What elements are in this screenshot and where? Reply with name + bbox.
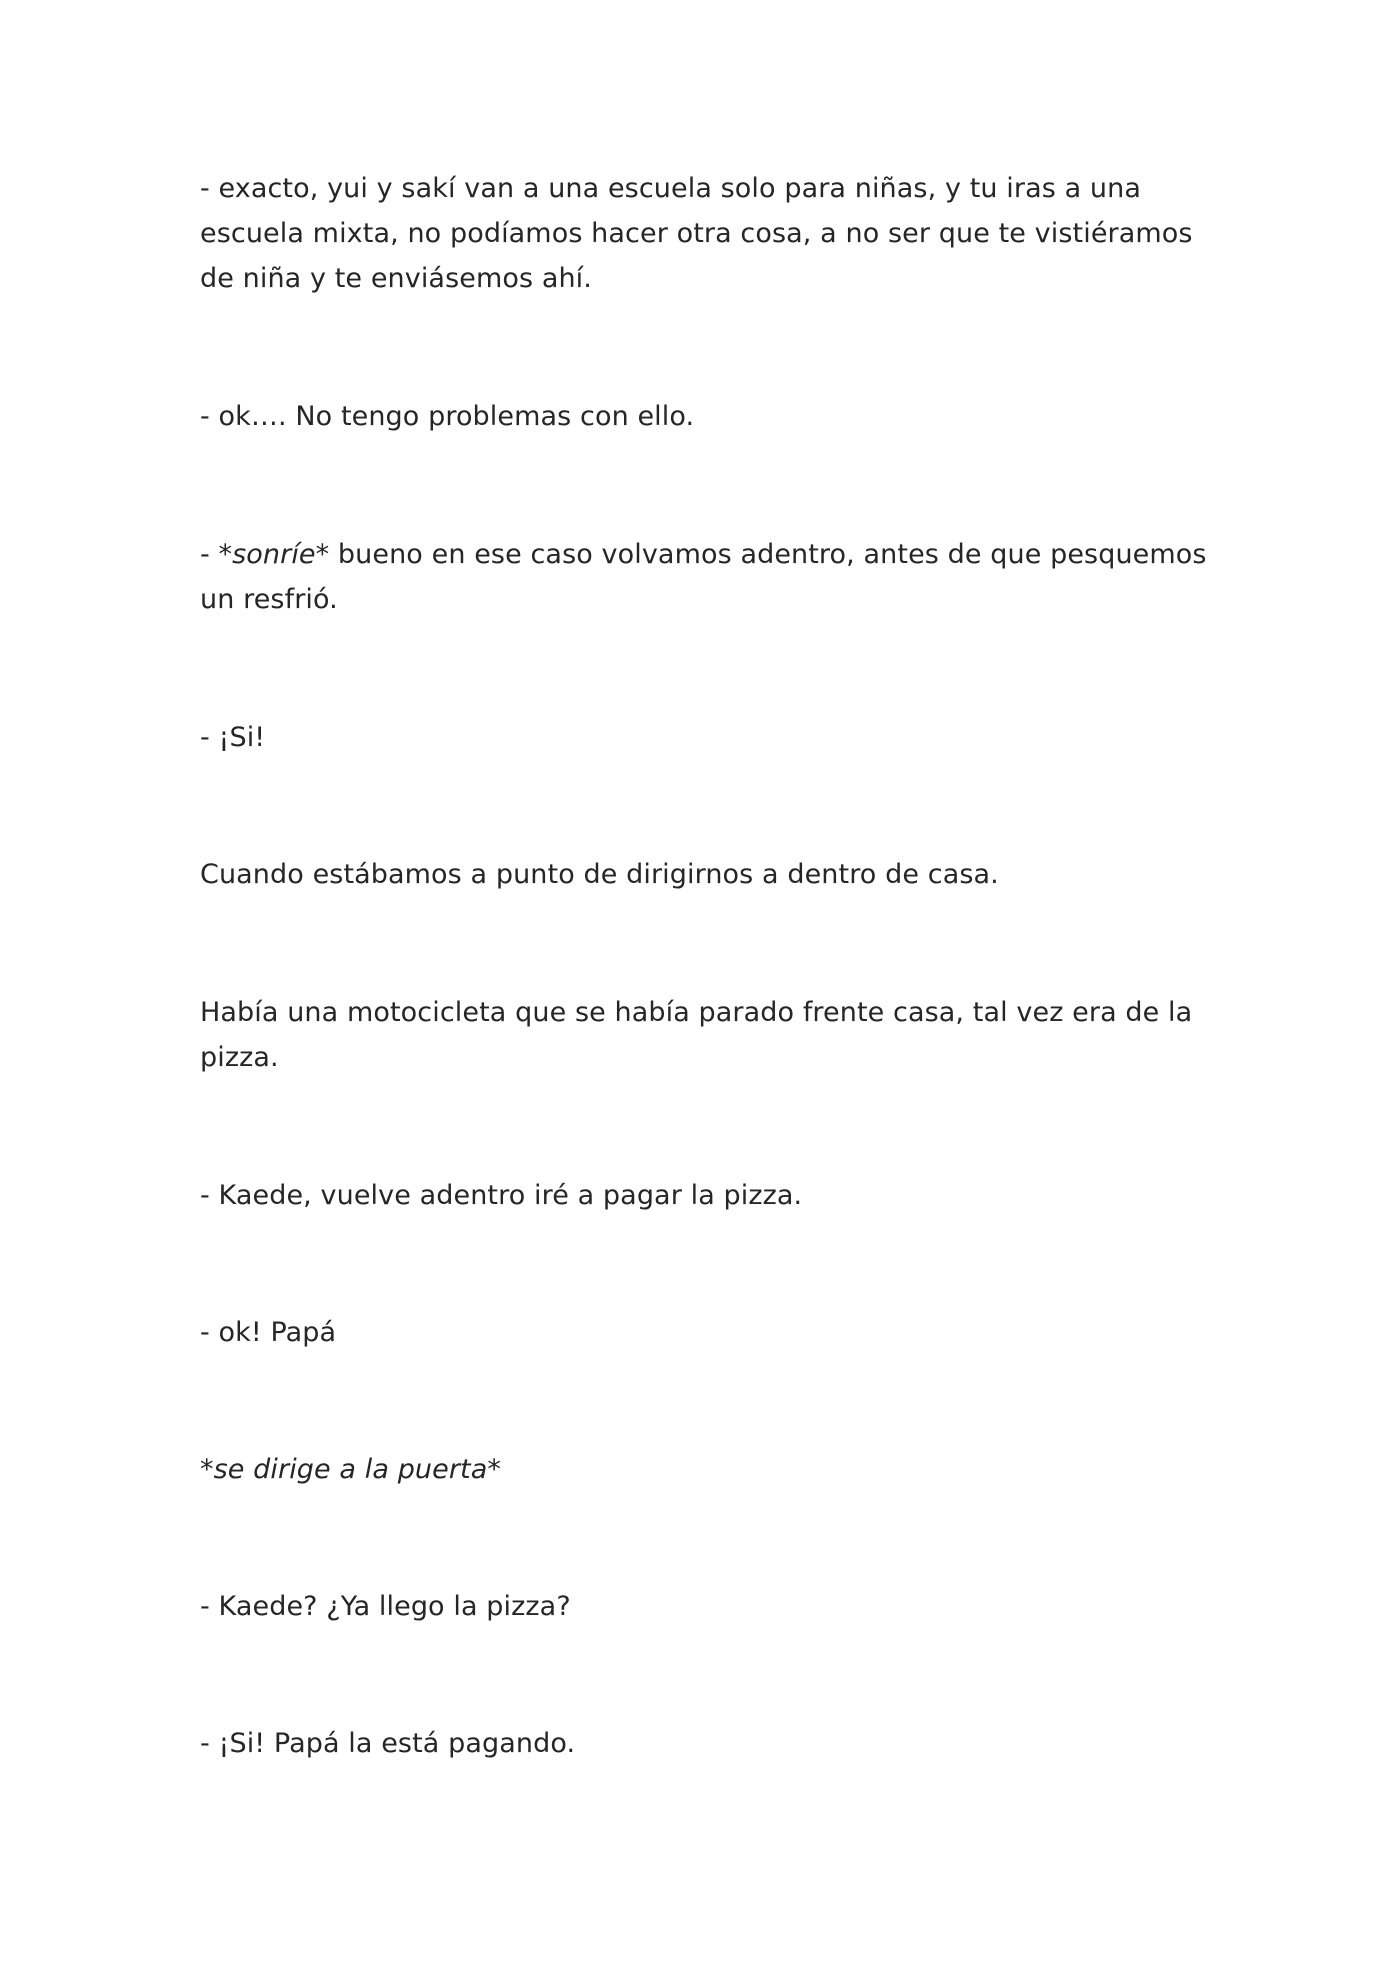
paragraph-dialogue <box>200 532 1210 622</box>
paragraph-dialogue: - ¡Si! <box>200 722 266 753</box>
dialogue-text: bueno en ese caso volvamos adentro, antes de que pesquemos un resfrió. <box>200 539 1207 615</box>
paragraph-dialogue: - Kaede? ¿Ya llego la pizza? <box>200 1591 571 1622</box>
stage-direction: *sonríe* <box>218 539 330 570</box>
paragraph-narration: Había una motocicleta que se había parado frente casa, tal vez era de la pizza. <box>200 997 1193 1073</box>
paragraph-dialogue: - ¡Si! Papá la está pagando. <box>200 1728 576 1759</box>
paragraph-narration: Cuando estábamos a punto de dirigirnos a dentro de casa. <box>200 859 999 890</box>
paragraph-stage-direction <box>200 1447 1210 1492</box>
paragraph-dialogue: - ok! Papá <box>200 1317 337 1348</box>
stage-direction: *se dirige a la puerta* <box>200 1454 501 1485</box>
paragraph-dialogue: - exacto, yui y sakí van a una escuela solo para niñas, y tu iras a una escuela mixta, no podíamos hacer otra cosa, a no ser que te vistiéramos de niña y te enviásemos ahí. <box>200 173 1193 294</box>
paragraph-dialogue: - ok…. No tengo problemas con ello. <box>200 401 695 432</box>
dialogue-prefix: - <box>200 539 219 570</box>
paragraph-dialogue: - Kaede, vuelve adentro iré a pagar la pizza. <box>200 1180 803 1211</box>
